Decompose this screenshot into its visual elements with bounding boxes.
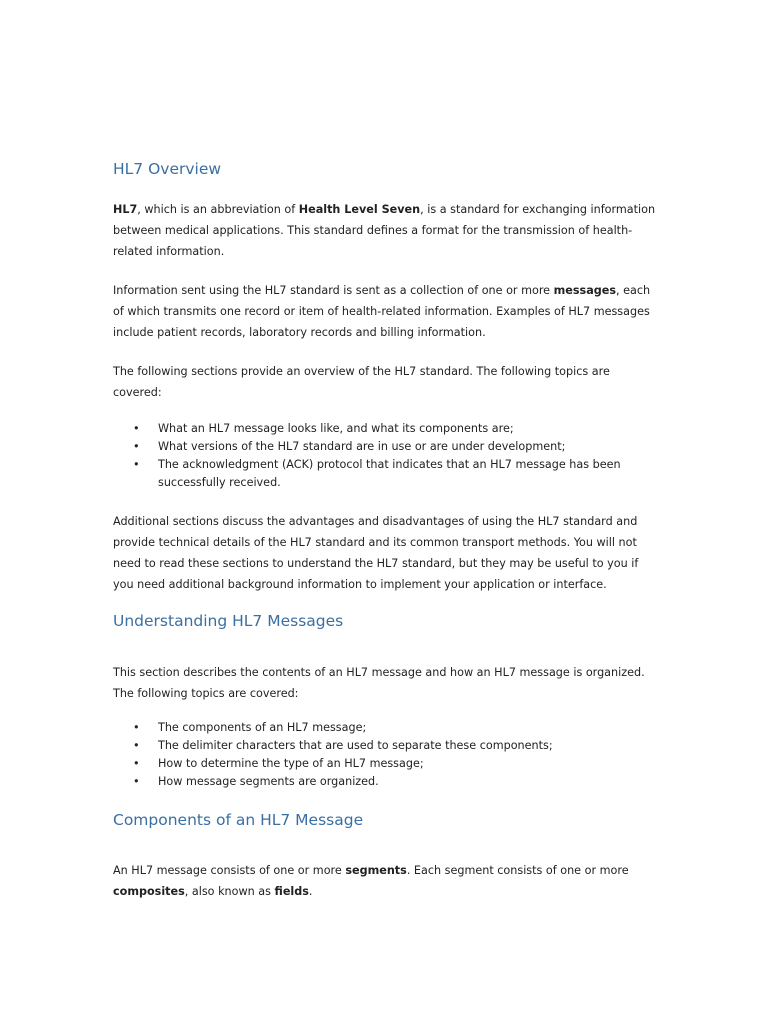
paragraph-topics-intro: The following sections provide an overview of the HL7 standard. The following topics are covered: — [113, 365, 610, 399]
bullet-glyph: • — [133, 440, 140, 453]
overview-topics-list — [113, 420, 658, 492]
paragraph-messages: Information sent using the HL7 standard is sent as a collection of one or more messages, each of which transmits one record or item of health-related information. Examples of HL7 messages include patient records, laboratory records and billing information. — [113, 284, 651, 339]
term-fields: fields — [274, 885, 309, 898]
list-item: • What versions of the HL7 standard are in use or are under development; — [113, 438, 658, 456]
list-item: • What an HL7 message looks like, and what its components are; — [113, 420, 658, 438]
list-item: • How to determine the type of an HL7 message; — [113, 755, 658, 773]
heading-understanding-hl7-messages: Understanding HL7 Messages — [113, 612, 344, 630]
message-topics-list — [113, 719, 658, 791]
list-item: • The delimiter characters that are used to separate these components; — [113, 737, 658, 755]
term-segments: segments — [345, 864, 407, 877]
term-composites: composites — [113, 885, 185, 898]
paragraph-segments: An HL7 message consists of one or more segments. Each segment consists of one or more composites, also known as fields. — [113, 864, 629, 898]
paragraph-hl7-definition: HL7, which is an abbreviation of Health Level Seven, is a standard for exchanging information between medical applications. This standard defines a format for the transmission of health-related information. — [113, 203, 656, 258]
term-health-level-seven: Health Level Seven — [298, 203, 421, 216]
heading-hl7-overview: HL7 Overview — [113, 160, 222, 178]
bullet-glyph: • — [133, 757, 140, 770]
bullet-glyph: • — [133, 721, 140, 734]
term-messages: messages — [553, 284, 616, 297]
paragraph-section-description: This section describes the contents of an HL7 message and how an HL7 message is organized. The following topics are covered: — [113, 666, 645, 700]
bullet-glyph: • — [133, 422, 140, 435]
term-hl7: HL7 — [113, 203, 138, 216]
paragraph-additional-sections: Additional sections discuss the advantages and disadvantages of using the HL7 standard and provide technical details of the HL7 standard and its common transport methods. You will not need to read these sections to understand the HL7 standard, but they may be useful to you if you need additional background information to implement your application or interface. — [113, 515, 639, 591]
list-item: • The acknowledgment (ACK) protocol that indicates that an HL7 message has been successfully received. — [133, 458, 621, 489]
heading-components-of-hl7-message: Components of an HL7 Message — [113, 811, 364, 829]
list-item: • The components of an HL7 message; — [113, 719, 658, 737]
bullet-glyph: • — [133, 458, 140, 471]
bullet-glyph: • — [133, 775, 140, 788]
list-item: • How message segments are organized. — [113, 773, 658, 791]
bullet-glyph: • — [133, 739, 140, 752]
